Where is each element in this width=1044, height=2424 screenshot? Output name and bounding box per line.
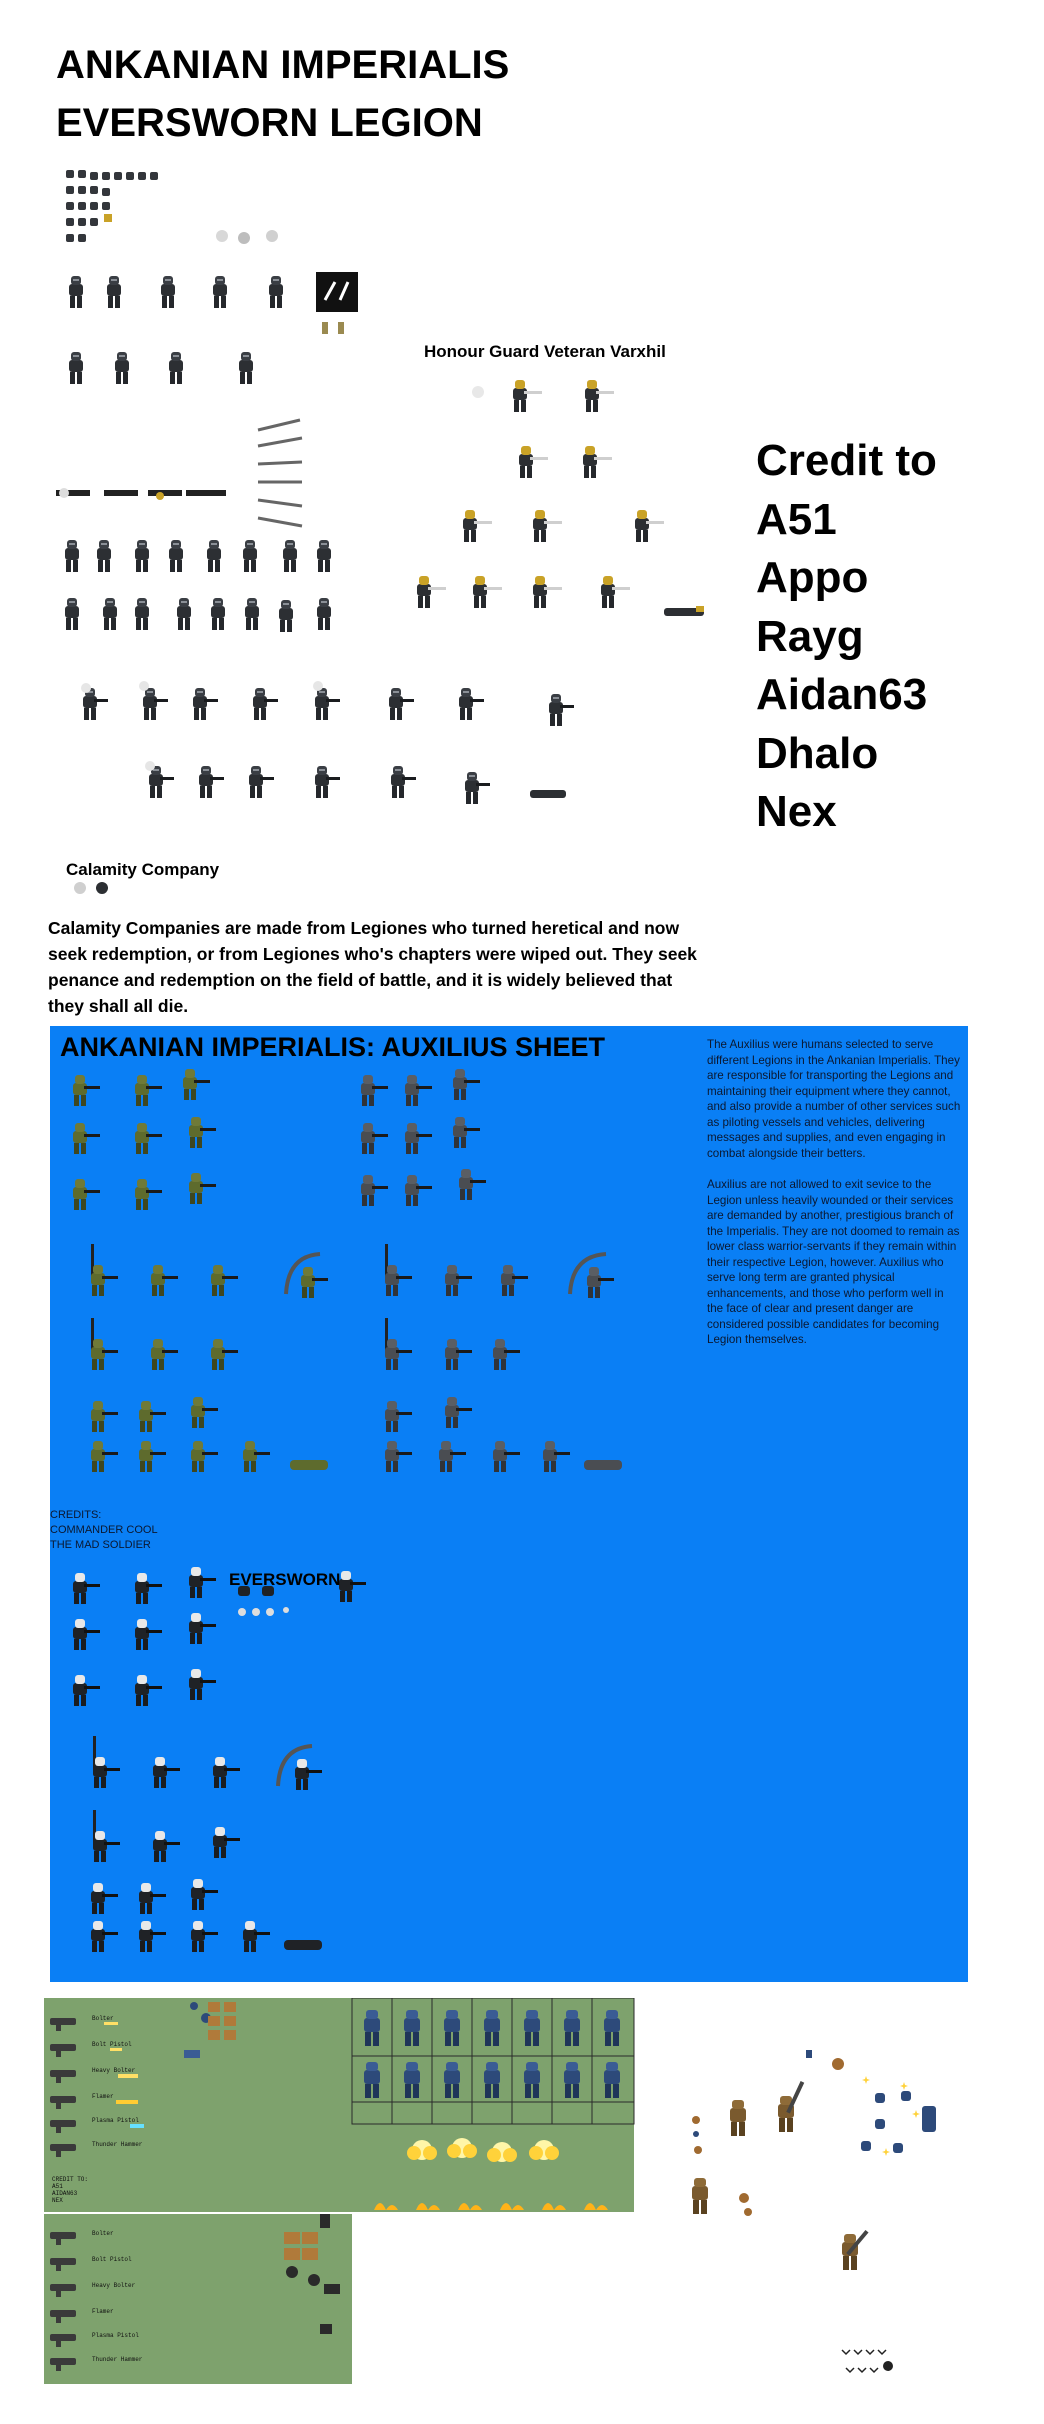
misc-sprites bbox=[660, 2020, 960, 2410]
credit-entry: Dhalo bbox=[756, 728, 879, 778]
calamity-row-1 bbox=[81, 681, 574, 726]
auxilius-credits-heading: CREDITS: bbox=[50, 1509, 102, 1521]
auxilius-eversworn-group bbox=[73, 1567, 366, 1952]
credits-list bbox=[756, 432, 937, 842]
honour-guard-label: Honour Guard Veteran Varxhil bbox=[424, 342, 666, 361]
calamity-badge-icon bbox=[74, 882, 86, 894]
weapon-label: Bolt Pistol bbox=[92, 2041, 132, 2048]
legion-row-2 bbox=[69, 352, 253, 384]
legion-grid bbox=[65, 540, 331, 632]
credit-entry: Nex bbox=[756, 787, 837, 836]
calamity-helmet-icon bbox=[96, 882, 108, 894]
credits-heading: Credit to bbox=[756, 436, 937, 485]
auxilius-credits bbox=[50, 1508, 158, 1553]
auxilius-green-group bbox=[73, 1069, 328, 1472]
weapon-credit-line: NEX bbox=[52, 2197, 63, 2204]
weapon-label: Heavy Bolter bbox=[92, 2282, 136, 2289]
weapon-label: Thunder Hammer bbox=[92, 2356, 143, 2363]
weapon-label: Bolter bbox=[92, 2015, 114, 2022]
weapon-label: Plasma Pistol bbox=[92, 2332, 139, 2339]
credit-entry: Appo bbox=[756, 553, 869, 602]
weapon-label: Flamer bbox=[92, 2308, 114, 2315]
weapon-label: Plasma Pistol bbox=[92, 2117, 139, 2124]
title-line-2: EVERSWORN LEGION bbox=[56, 101, 483, 145]
weapon-credit-line: A51 bbox=[52, 2183, 63, 2190]
auxilius-credit-entry: THE MAD SOLDIER bbox=[50, 1539, 151, 1551]
weapon-label: Bolter bbox=[92, 2230, 114, 2237]
legion-row-1 bbox=[69, 272, 358, 334]
calamity-description: Calamity Companies are made from Legiones who turned heretical and now seek redemption, or from Legiones who's chapters were wiped out. They seek penance and redemption on the field of battle, and it is widely believed that they shall all die. bbox=[48, 918, 697, 1016]
auxilius-para-2: Auxilius are not allowed to exit sevice to the Legion unless heavily wounded or their services are demanded by another, prestigious branch of the Imperialis. They are not doomed to remain as lower class warrior-servants if they remain within their respective Legion, however. Auxilius who serve long term are granted physical enhancements, and those who perform well in the face of clear and present danger are considered possible candidates for becoming Legion themselves. bbox=[707, 1178, 960, 1346]
weapon-credit-line: AIDAN63 bbox=[52, 2190, 78, 2197]
weapon-label: Flamer bbox=[92, 2093, 114, 2100]
title-line-1: ANKANIAN IMPERIALIS bbox=[56, 43, 510, 87]
weapon-credit-line: CREDIT TO: bbox=[52, 2176, 89, 2183]
auxilius-grey-group bbox=[361, 1069, 622, 1472]
credit-entry: Rayg bbox=[756, 611, 864, 661]
credit-entry: A51 bbox=[756, 494, 837, 544]
honour-guard-sprites bbox=[400, 370, 730, 640]
auxilius-para-1: The Auxilius were humans selected to serve different Legions in the Ankanian Imperialis. They are responsible for transporting the Legions and maintaining their equipment where they cannot, and also provide a number of other services such as piloting vessels and vehicles, delivering messages and supplies, and even engaging in combat alongside their betters. bbox=[707, 1038, 961, 1160]
calamity-label: Calamity Company bbox=[66, 860, 220, 879]
weapon-sheet-sprites bbox=[44, 1998, 644, 2388]
eversworn-label: EVERSWORN bbox=[229, 1570, 341, 1589]
weapon-label: Heavy Bolter bbox=[92, 2067, 136, 2074]
auxilius-credit-entry: COMMANDER COOL bbox=[50, 1524, 158, 1536]
auxilius-title: ANKANIAN IMPERIALIS: AUXILIUS SHEET bbox=[60, 1032, 606, 1062]
auxilius-description bbox=[707, 1037, 961, 1364]
weapon-label: Thunder Hammer bbox=[92, 2141, 143, 2148]
weapon-label: Bolt Pistol bbox=[92, 2256, 132, 2263]
weapons-row bbox=[56, 420, 302, 526]
calamity-row-2 bbox=[145, 761, 566, 804]
weapon-sheet-credits bbox=[52, 2176, 88, 2204]
credit-entry: Aidan63 bbox=[756, 670, 928, 719]
armor-parts-cluster bbox=[66, 170, 278, 244]
